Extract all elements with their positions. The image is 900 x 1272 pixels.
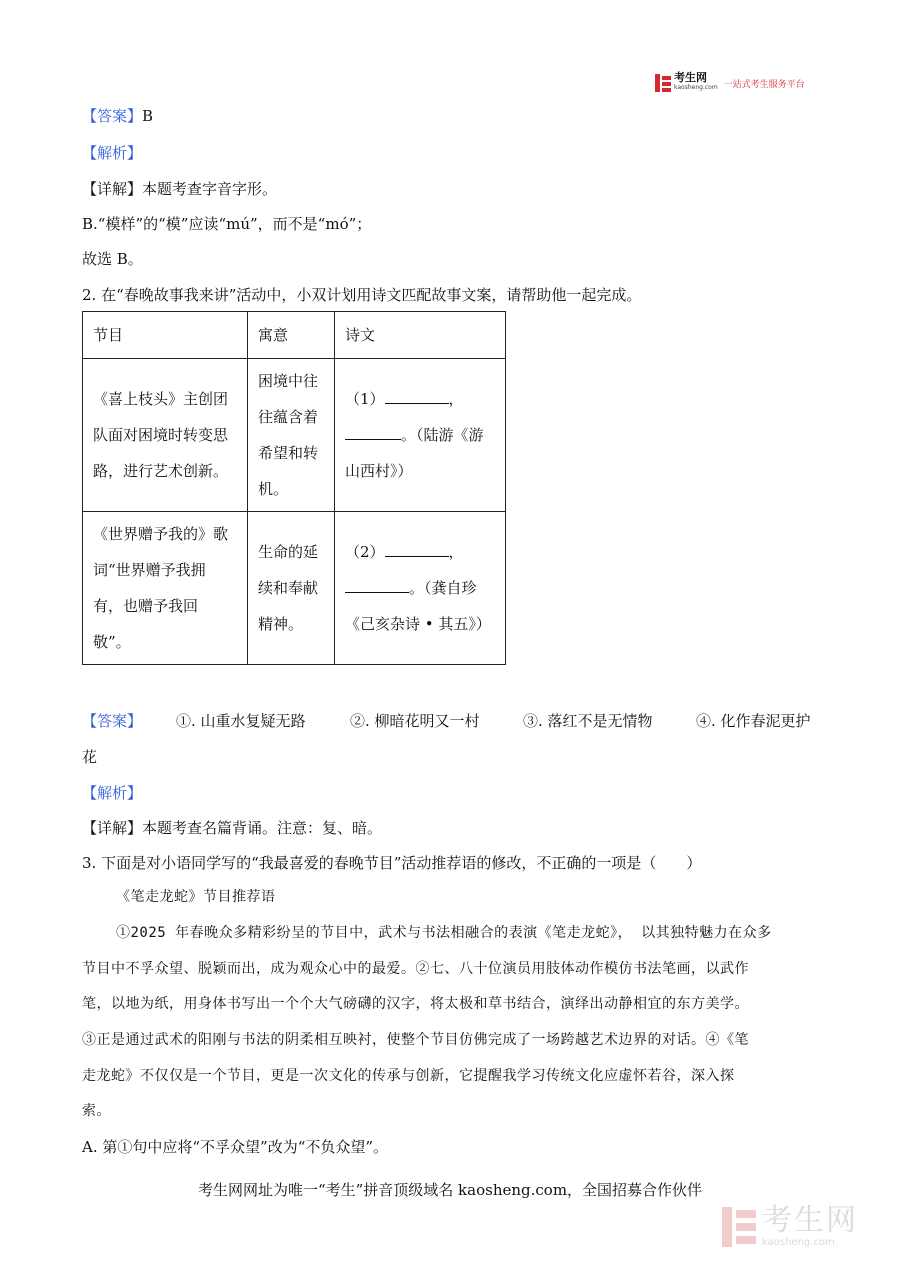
poem-number: （2） <box>345 543 385 561</box>
cell-line: 队面对困境时转变思 <box>93 426 229 444</box>
q2-detail: 【详解】本题考查名篇背诵。注意：复、暗。 <box>82 819 383 837</box>
program-cell <box>83 512 248 665</box>
poem-table <box>82 311 506 665</box>
q2-answer-wrap: 花 <box>82 748 98 766</box>
q2-answer-line <box>82 710 822 731</box>
q3-option-a: A. 第①句中应将“不孚众望”改为“不负众望”。 <box>82 1138 389 1156</box>
q2-answer-3: ③. 落红不是无情物 <box>523 712 653 730</box>
poem-source-line: 《己亥杂诗 • 其五》） <box>345 615 491 633</box>
cell-line: 敬”。 <box>93 633 131 651</box>
cell-line: 《喜上枝头》主创团 <box>93 390 229 408</box>
logo-domain: kaosheng.com <box>674 84 718 91</box>
q1-conclusion: 故选 B。 <box>82 250 143 268</box>
program-cell <box>83 359 248 512</box>
poem-line-2 <box>345 570 495 606</box>
passage-line: ①2025 年春晚众多精彩纷呈的节目中，武术与书法相融合的表演《笔走龙蛇》， 以其独特魅力在众多 <box>116 925 772 941</box>
cell-line: 精神。 <box>258 615 304 633</box>
header-logo <box>655 72 805 94</box>
poem-cell <box>335 359 506 512</box>
answer-blank[interactable] <box>385 540 449 557</box>
q1-explain: B.“模样”的“模”应读“mú”，而不是“mó”； <box>82 215 372 233</box>
watermark-name: 考生网 <box>762 1203 858 1238</box>
table-header-row <box>83 312 506 359</box>
passage-line: 走龙蛇》不仅仅是一个节目，更是一次文化的传承与创新，它提醒我学习传统文化应虚怀若谷，深入探 <box>82 1068 735 1084</box>
cell-line: 往蕴含着 <box>258 408 319 426</box>
cell-line: 希望和转 <box>258 444 319 462</box>
poem-source-line: 山西村》） <box>345 462 413 480</box>
cell-line: 机。 <box>258 480 289 498</box>
meaning-cell <box>248 359 335 512</box>
logo-slogan: 一站式考生服务平台 <box>723 79 805 90</box>
table-row <box>83 512 506 665</box>
q1-answer-value: B <box>142 107 154 125</box>
watermark-logo-icon <box>722 1207 756 1247</box>
watermark <box>722 1205 858 1249</box>
page-footer: 考生网网址为唯一“考生”拼音顶级域名 kaosheng.com，全国招募合作伙伴 <box>197 1181 703 1199</box>
passage-line: 索。 <box>82 1103 111 1119</box>
poem-source: 。（陆游《游 <box>401 426 484 444</box>
poem-source: 。（龚自珍 <box>409 579 477 597</box>
q3-question: 3. 下面是对小语同学写的“我最喜爱的春晚节目”活动推荐语的修改，不正确的一项是（ ） <box>82 854 702 872</box>
passage-title: 《笔走龙蛇》节目推荐语 <box>116 889 276 905</box>
answer-blank[interactable] <box>345 423 401 440</box>
poem-comma: ， <box>448 390 464 408</box>
poem-comma: ， <box>448 543 464 561</box>
poem-number: （1） <box>345 390 385 408</box>
answer-blank[interactable] <box>385 387 449 404</box>
passage-line: 节目中不孚众望、脱颖而出，成为观众心中的最爱。②七、八十位演员用肢体动作模仿书法笔画，以武作 <box>82 961 749 977</box>
passage-line: 笔，以地为纸，用身体书写出一个个大气磅礴的汉字，将太极和草书结合，演绎出动静相宜的东方美学。 <box>82 996 749 1012</box>
passage-line: ③正是通过武术的阳刚与书法的阴柔相互映衬，使整个节目仿佛完成了一场跨越艺术边界的对话。④《笔 <box>82 1032 749 1048</box>
q2-answer-tag: 【答案】 <box>82 712 143 730</box>
meaning-cell <box>248 512 335 665</box>
q2-answer-1: ①. 山重水复疑无路 <box>176 712 306 730</box>
answer-blank[interactable] <box>345 576 409 593</box>
q1-analysis-tag: 【解析】 <box>82 144 143 162</box>
logo-name: 考生网 <box>674 71 707 84</box>
cell-line: 路，进行艺术创新。 <box>93 462 229 480</box>
cell-line: 《世界赠予我的》歌 <box>93 525 229 543</box>
poem-line-1 <box>345 534 495 570</box>
cell-line: 困境中往 <box>258 372 319 390</box>
table-header-cell: 节目 <box>83 312 248 359</box>
poem-line-1 <box>345 381 495 417</box>
poem-cell <box>335 512 506 665</box>
table-row <box>83 359 506 512</box>
cell-line: 生命的延 <box>258 543 319 561</box>
kaosheng-logo-icon <box>655 74 671 92</box>
watermark-domain: kaosheng.com <box>762 1237 835 1248</box>
cell-line: 续和奉献 <box>258 579 319 597</box>
table-header-cell: 寓意 <box>248 312 335 359</box>
table-header-cell: 诗文 <box>335 312 506 359</box>
q1-answer-tag: 【答案】 <box>82 107 143 125</box>
q2-question: 2. 在“春晚故事我来讲”活动中，小双计划用诗文匹配故事文案，请帮助他一起完成。 <box>82 286 642 304</box>
q2-answer-4: ④. 化作春泥更护 <box>696 712 811 730</box>
q2-analysis-tag: 【解析】 <box>82 784 143 802</box>
q1-answer-line <box>82 105 153 126</box>
q1-detail: 【详解】本题考查字音字形。 <box>82 180 278 198</box>
cell-line: 词“世界赠予我拥 <box>93 561 206 579</box>
poem-line-2 <box>345 417 495 453</box>
cell-line: 有，也赠予我回 <box>93 597 199 615</box>
q2-answer-2: ②. 柳暗花明又一村 <box>350 712 480 730</box>
